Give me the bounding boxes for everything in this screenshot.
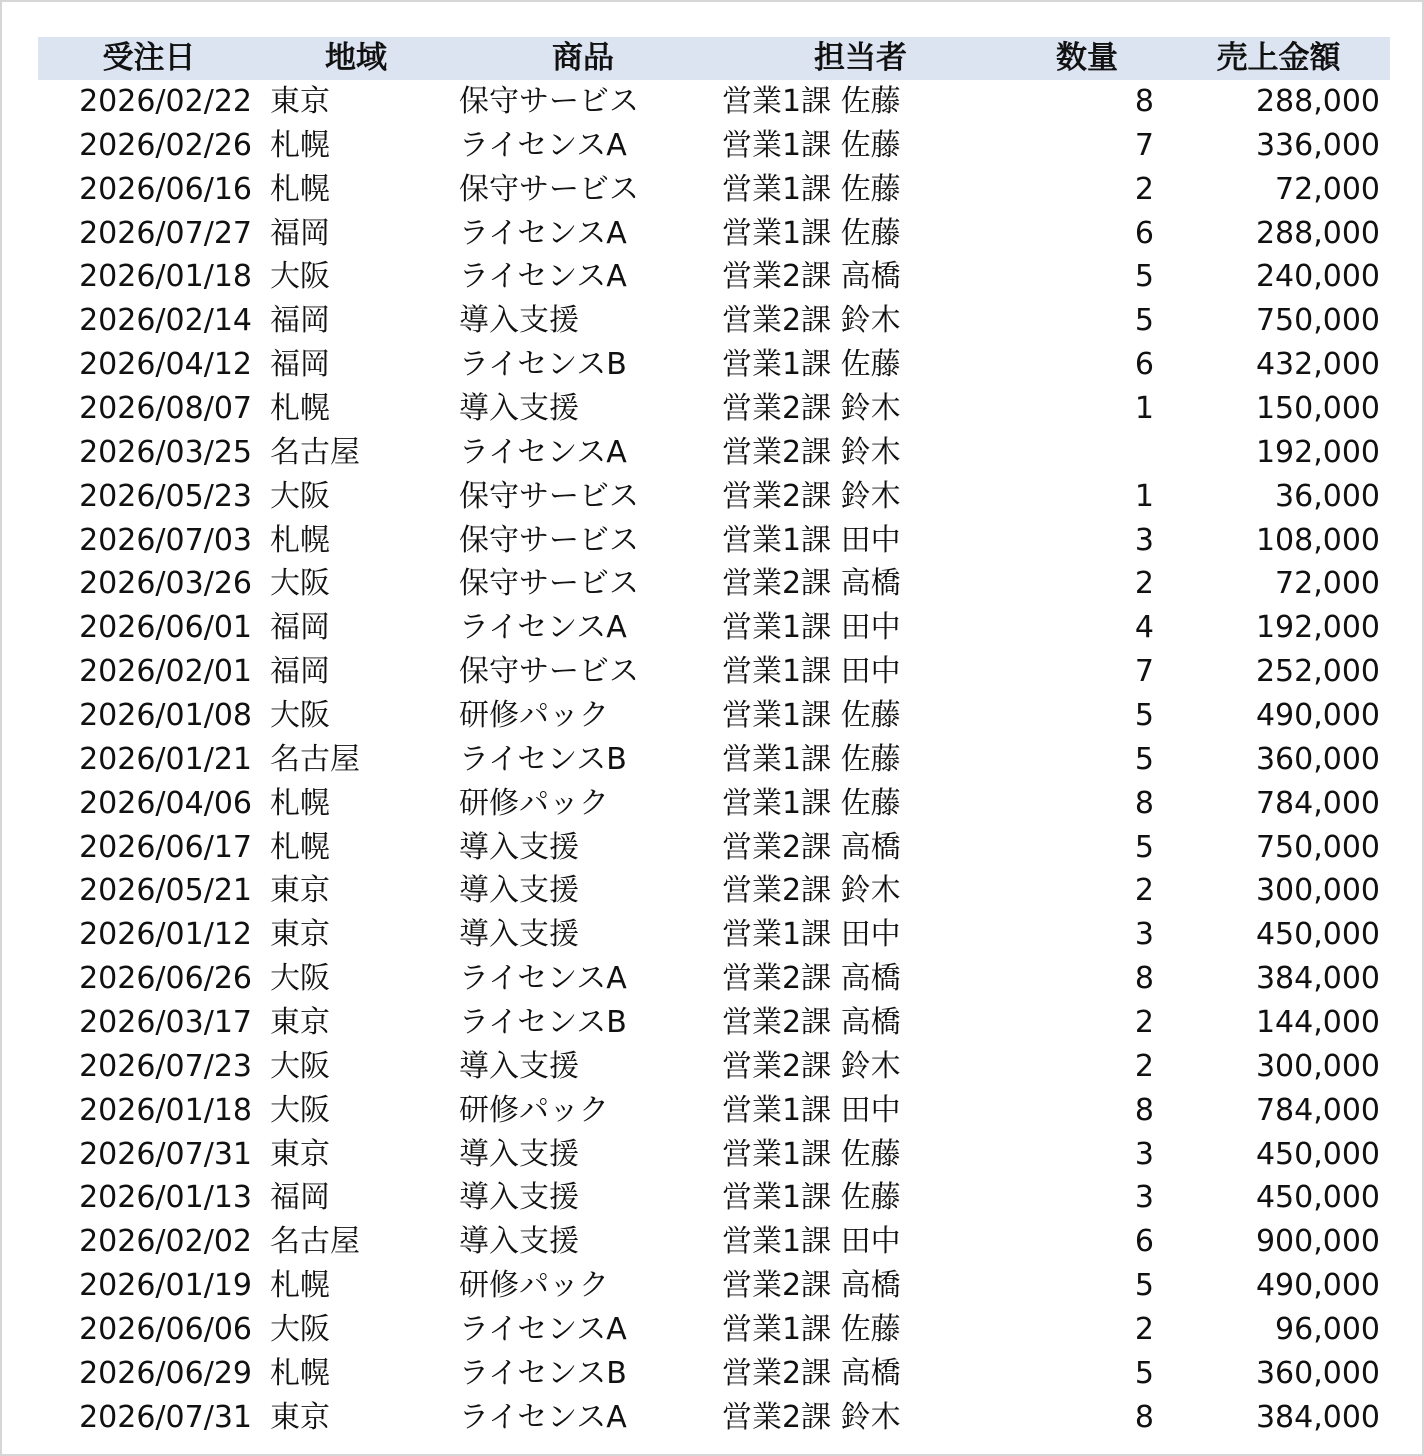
cell-qty[interactable]: 6 bbox=[1134, 215, 1154, 251]
table-row bbox=[38, 475, 1390, 519]
cell-product[interactable]: 導入支援 bbox=[459, 917, 579, 953]
table-row bbox=[38, 1089, 1390, 1133]
cell-qty[interactable]: 8 bbox=[1134, 84, 1154, 119]
table-row bbox=[38, 1133, 1390, 1177]
cell-region[interactable]: 札幌 bbox=[270, 785, 330, 821]
table-row bbox=[38, 957, 1390, 1001]
cell-rep[interactable]: 営業2課 高橋 bbox=[722, 1355, 901, 1391]
cell-qty[interactable]: 2 bbox=[1134, 1005, 1154, 1041]
cell-qty[interactable]: 5 bbox=[1134, 1355, 1154, 1391]
cell-rep[interactable]: 営業1課 田中 bbox=[722, 610, 901, 646]
cell-region[interactable]: 福岡 bbox=[270, 347, 330, 383]
cell-region[interactable]: 大阪 bbox=[270, 698, 330, 734]
cell-product[interactable]: ライセンスA bbox=[459, 259, 627, 295]
cell-date[interactable]: 2026/07/27 bbox=[79, 215, 252, 251]
cell-product[interactable]: 保守サービス bbox=[459, 478, 639, 514]
cell-rep[interactable]: 営業1課 田中 bbox=[722, 917, 901, 953]
cell-qty[interactable]: 2 bbox=[1134, 566, 1154, 602]
cell-region[interactable]: 大阪 bbox=[270, 566, 330, 602]
cell-region[interactable]: 福岡 bbox=[270, 1180, 330, 1216]
table-row bbox=[38, 431, 1390, 475]
cell-date[interactable]: 2026/06/01 bbox=[79, 610, 252, 646]
cell-rep[interactable]: 営業1課 佐藤 bbox=[722, 741, 901, 777]
cell-qty[interactable]: 5 bbox=[1134, 741, 1154, 777]
cell-region[interactable]: 札幌 bbox=[270, 171, 330, 207]
cell-qty[interactable]: 8 bbox=[1134, 1399, 1154, 1435]
cell-date[interactable]: 2026/05/21 bbox=[79, 873, 252, 909]
cell-sales[interactable]: 432,000 bbox=[1255, 347, 1380, 383]
cell-rep[interactable]: 営業1課 佐藤 bbox=[722, 785, 901, 821]
column-header-date[interactable]: 受注日 bbox=[102, 40, 196, 76]
cell-region[interactable]: 東京 bbox=[270, 873, 330, 909]
cell-rep[interactable]: 営業1課 佐藤 bbox=[722, 171, 901, 207]
cell-date[interactable]: 2026/06/06 bbox=[79, 1312, 252, 1348]
cell-region[interactable]: 名古屋 bbox=[270, 741, 360, 777]
cell-sales[interactable]: 288,000 bbox=[1255, 215, 1380, 251]
cell-date[interactable]: 2026/01/18 bbox=[79, 1092, 252, 1128]
cell-sales[interactable]: 750,000 bbox=[1255, 303, 1380, 339]
table-row bbox=[38, 1220, 1390, 1264]
cell-sales[interactable]: 96,000 bbox=[1275, 1312, 1380, 1348]
cell-product[interactable]: ライセンスA bbox=[459, 434, 627, 470]
cell-date[interactable]: 2026/06/29 bbox=[79, 1355, 252, 1391]
cell-qty[interactable]: 1 bbox=[1134, 478, 1154, 514]
cell-rep[interactable]: 営業2課 鈴木 bbox=[722, 873, 901, 909]
cell-product[interactable]: 保守サービス bbox=[459, 522, 639, 558]
cell-region[interactable]: 名古屋 bbox=[270, 1224, 360, 1260]
table-row bbox=[38, 168, 1390, 212]
cell-sales[interactable]: 300,000 bbox=[1255, 1048, 1380, 1084]
cell-product[interactable]: ライセンスA bbox=[459, 610, 627, 646]
cell-rep[interactable]: 営業2課 高橋 bbox=[722, 566, 901, 602]
cell-region[interactable]: 大阪 bbox=[270, 478, 330, 514]
cell-sales[interactable]: 240,000 bbox=[1255, 259, 1380, 295]
cell-sales[interactable]: 144,000 bbox=[1255, 1005, 1380, 1041]
cell-rep[interactable]: 営業1課 佐藤 bbox=[722, 698, 901, 734]
cell-sales[interactable]: 900,000 bbox=[1255, 1224, 1380, 1260]
cell-date[interactable]: 2026/03/25 bbox=[79, 434, 252, 470]
table-row bbox=[38, 650, 1390, 694]
table-row bbox=[38, 1176, 1390, 1220]
cell-qty[interactable]: 3 bbox=[1134, 522, 1154, 558]
cell-qty[interactable]: 3 bbox=[1134, 917, 1154, 953]
cell-qty[interactable]: 6 bbox=[1134, 1224, 1154, 1260]
cell-sales[interactable]: 108,000 bbox=[1255, 522, 1380, 558]
column-header-qty[interactable]: 数量 bbox=[1056, 40, 1118, 76]
cell-rep[interactable]: 営業2課 鈴木 bbox=[722, 1048, 901, 1084]
cell-rep[interactable]: 営業1課 佐藤 bbox=[722, 347, 901, 383]
cell-date[interactable]: 2026/08/07 bbox=[79, 391, 252, 427]
cell-product[interactable]: 保守サービス bbox=[459, 566, 639, 602]
cell-sales[interactable]: 384,000 bbox=[1255, 1399, 1380, 1435]
cell-product[interactable]: ライセンスA bbox=[459, 215, 627, 251]
cell-rep[interactable]: 営業1課 佐藤 bbox=[722, 127, 901, 163]
cell-product[interactable]: 導入支援 bbox=[459, 873, 579, 909]
cell-region[interactable]: 東京 bbox=[270, 84, 330, 119]
cell-rep[interactable]: 営業1課 佐藤 bbox=[722, 215, 901, 251]
cell-region[interactable]: 大阪 bbox=[270, 1092, 330, 1128]
cell-product[interactable]: 保守サービス bbox=[459, 171, 639, 207]
cell-rep[interactable]: 営業2課 鈴木 bbox=[722, 1399, 901, 1435]
cell-product[interactable]: 導入支援 bbox=[459, 391, 579, 427]
cell-date[interactable]: 2026/06/17 bbox=[79, 829, 252, 865]
cell-product[interactable]: 導入支援 bbox=[459, 1048, 579, 1084]
cell-qty[interactable]: 5 bbox=[1134, 259, 1154, 295]
table-row bbox=[38, 1308, 1390, 1352]
cell-region[interactable]: 大阪 bbox=[270, 1048, 330, 1084]
cell-qty[interactable] bbox=[1007, 431, 1167, 475]
table-body bbox=[38, 80, 1390, 1440]
cell-sales[interactable]: 252,000 bbox=[1255, 654, 1380, 690]
cell-qty[interactable]: 7 bbox=[1134, 127, 1154, 163]
cell-qty[interactable]: 5 bbox=[1134, 303, 1154, 339]
cell-region[interactable]: 札幌 bbox=[270, 391, 330, 427]
table-header-row bbox=[38, 37, 1390, 80]
table-row bbox=[38, 212, 1390, 256]
cell-region[interactable]: 福岡 bbox=[270, 303, 330, 339]
cell-date[interactable]: 2026/07/23 bbox=[79, 1048, 252, 1084]
cell-sales[interactable]: 490,000 bbox=[1255, 1268, 1380, 1304]
table-row bbox=[38, 1264, 1390, 1308]
cell-product[interactable]: ライセンスB bbox=[459, 347, 627, 383]
cell-sales[interactable]: 150,000 bbox=[1255, 391, 1380, 427]
cell-rep[interactable]: 営業1課 佐藤 bbox=[722, 1312, 901, 1348]
table-row bbox=[38, 869, 1390, 913]
cell-qty[interactable]: 2 bbox=[1134, 873, 1154, 909]
cell-date[interactable]: 2026/07/31 bbox=[79, 1399, 252, 1435]
cell-region[interactable]: 東京 bbox=[270, 1399, 330, 1435]
column-header-region[interactable]: 地域 bbox=[325, 40, 387, 76]
cell-region[interactable]: 名古屋 bbox=[270, 434, 360, 470]
cell-qty[interactable]: 2 bbox=[1134, 171, 1154, 207]
cell-rep[interactable]: 営業1課 田中 bbox=[722, 654, 901, 690]
table-row bbox=[38, 519, 1390, 563]
cell-region[interactable]: 札幌 bbox=[270, 1355, 330, 1391]
cell-date[interactable]: 2026/01/19 bbox=[79, 1268, 252, 1304]
table-row bbox=[38, 826, 1390, 870]
cell-product[interactable]: 保守サービス bbox=[459, 654, 639, 690]
cell-sales[interactable]: 750,000 bbox=[1255, 829, 1380, 865]
cell-date[interactable]: 2026/02/14 bbox=[79, 303, 252, 339]
cell-region[interactable]: 福岡 bbox=[270, 654, 330, 690]
cell-rep[interactable]: 営業2課 高橋 bbox=[722, 1268, 901, 1304]
table-row bbox=[38, 913, 1390, 957]
table-row bbox=[38, 1045, 1390, 1089]
cell-date[interactable]: 2026/01/12 bbox=[79, 917, 252, 953]
cell-date[interactable]: 2026/01/21 bbox=[79, 741, 252, 777]
cell-region[interactable]: 大阪 bbox=[270, 259, 330, 295]
cell-date[interactable]: 2026/06/26 bbox=[79, 961, 252, 997]
cell-date[interactable]: 2026/03/26 bbox=[79, 566, 252, 602]
cell-qty[interactable]: 3 bbox=[1134, 1136, 1154, 1172]
cell-rep[interactable]: 営業1課 佐藤 bbox=[722, 1136, 901, 1172]
cell-date[interactable]: 2026/01/08 bbox=[79, 698, 252, 734]
cell-rep[interactable]: 営業2課 鈴木 bbox=[722, 303, 901, 339]
cell-region[interactable]: 札幌 bbox=[270, 127, 330, 163]
cell-product[interactable]: 導入支援 bbox=[459, 1180, 579, 1216]
cell-date[interactable]: 2026/07/03 bbox=[79, 522, 252, 558]
table-row bbox=[38, 1352, 1390, 1396]
cell-rep[interactable]: 営業1課 田中 bbox=[722, 1092, 901, 1128]
cell-region[interactable]: 札幌 bbox=[270, 522, 330, 558]
cell-date[interactable]: 2026/02/02 bbox=[79, 1224, 252, 1260]
cell-sales[interactable]: 450,000 bbox=[1255, 917, 1380, 953]
cell-date[interactable]: 2026/06/16 bbox=[79, 171, 252, 207]
sales-table bbox=[38, 37, 1390, 1440]
cell-sales[interactable]: 72,000 bbox=[1275, 171, 1380, 207]
cell-qty[interactable]: 2 bbox=[1134, 1048, 1154, 1084]
cell-date[interactable]: 2026/01/13 bbox=[79, 1180, 252, 1216]
cell-sales[interactable]: 300,000 bbox=[1255, 873, 1380, 909]
cell-product[interactable]: ライセンスB bbox=[459, 1355, 627, 1391]
cell-date[interactable]: 2026/07/31 bbox=[79, 1136, 252, 1172]
cell-sales[interactable]: 450,000 bbox=[1255, 1136, 1380, 1172]
cell-rep[interactable]: 営業1課 佐藤 bbox=[722, 1180, 901, 1216]
table-row bbox=[38, 606, 1390, 650]
cell-product[interactable]: 研修パック bbox=[459, 785, 609, 821]
cell-region[interactable]: 東京 bbox=[270, 917, 330, 953]
cell-date[interactable]: 2026/04/06 bbox=[79, 785, 252, 821]
cell-rep[interactable]: 営業2課 高橋 bbox=[722, 1005, 901, 1041]
cell-region[interactable]: 札幌 bbox=[270, 1268, 330, 1304]
cell-product[interactable]: ライセンスA bbox=[459, 127, 627, 163]
table-row bbox=[38, 124, 1390, 168]
cell-qty[interactable]: 1 bbox=[1134, 391, 1154, 427]
cell-product[interactable]: ライセンスA bbox=[459, 1312, 627, 1348]
cell-sales[interactable]: 450,000 bbox=[1255, 1180, 1380, 1216]
cell-region[interactable]: 東京 bbox=[270, 1005, 330, 1041]
cell-qty[interactable]: 8 bbox=[1134, 1092, 1154, 1128]
cell-sales[interactable]: 36,000 bbox=[1275, 478, 1380, 514]
cell-sales[interactable]: 336,000 bbox=[1255, 127, 1380, 163]
cell-region[interactable]: 東京 bbox=[270, 1136, 330, 1172]
cell-region[interactable]: 福岡 bbox=[270, 610, 330, 646]
table-row bbox=[38, 738, 1390, 782]
cell-region[interactable]: 大阪 bbox=[270, 961, 330, 997]
cell-sales[interactable]: 192,000 bbox=[1255, 434, 1380, 470]
cell-product[interactable]: ライセンスA bbox=[459, 961, 627, 997]
cell-sales[interactable]: 360,000 bbox=[1255, 741, 1380, 777]
table-row bbox=[38, 387, 1390, 431]
cell-qty[interactable]: 5 bbox=[1134, 829, 1154, 865]
cell-date[interactable]: 2026/03/17 bbox=[79, 1005, 252, 1041]
cell-product[interactable]: ライセンスA bbox=[459, 1399, 627, 1435]
cell-qty[interactable]: 7 bbox=[1134, 654, 1154, 690]
cell-date[interactable]: 2026/04/12 bbox=[79, 347, 252, 383]
cell-product[interactable]: ライセンスB bbox=[459, 741, 627, 777]
table-row bbox=[38, 782, 1390, 826]
table-row bbox=[38, 255, 1390, 299]
cell-product[interactable]: 保守サービス bbox=[459, 84, 639, 119]
cell-sales[interactable]: 360,000 bbox=[1255, 1355, 1380, 1391]
cell-qty[interactable]: 5 bbox=[1134, 698, 1154, 734]
cell-product[interactable]: 導入支援 bbox=[459, 1136, 579, 1172]
cell-product[interactable]: 導入支援 bbox=[459, 303, 579, 339]
cell-qty[interactable]: 8 bbox=[1134, 961, 1154, 997]
cell-qty[interactable]: 2 bbox=[1134, 1312, 1154, 1348]
cell-rep[interactable]: 営業2課 鈴木 bbox=[722, 391, 901, 427]
cell-product[interactable]: 導入支援 bbox=[459, 829, 579, 865]
cell-product[interactable]: 研修パック bbox=[459, 1268, 609, 1304]
cell-date[interactable]: 2026/02/01 bbox=[79, 654, 252, 690]
cell-sales[interactable]: 784,000 bbox=[1255, 785, 1380, 821]
column-header-product[interactable]: 商品 bbox=[552, 40, 614, 76]
cell-qty[interactable]: 4 bbox=[1134, 610, 1154, 646]
cell-sales[interactable]: 192,000 bbox=[1255, 610, 1380, 646]
column-header-rep[interactable]: 担当者 bbox=[814, 40, 907, 76]
cell-rep[interactable]: 営業2課 高橋 bbox=[722, 961, 901, 997]
cell-rep[interactable]: 営業2課 鈴木 bbox=[722, 434, 901, 470]
cell-rep[interactable]: 営業1課 田中 bbox=[722, 522, 901, 558]
cell-sales[interactable]: 784,000 bbox=[1255, 1092, 1380, 1128]
cell-rep[interactable]: 営業1課 田中 bbox=[722, 1224, 901, 1260]
cell-region[interactable]: 福岡 bbox=[270, 215, 330, 251]
cell-date[interactable]: 2026/05/23 bbox=[79, 478, 252, 514]
cell-rep[interactable]: 営業2課 高橋 bbox=[722, 259, 901, 295]
cell-date[interactable]: 2026/02/26 bbox=[79, 127, 252, 163]
table-row bbox=[38, 80, 1390, 124]
table-row bbox=[38, 299, 1390, 343]
cell-qty[interactable]: 3 bbox=[1134, 1180, 1154, 1216]
table-row bbox=[38, 343, 1390, 387]
table-row bbox=[38, 562, 1390, 606]
cell-sales[interactable]: 72,000 bbox=[1275, 566, 1380, 602]
column-header-sales[interactable]: 売上金額 bbox=[1216, 40, 1341, 76]
cell-qty[interactable]: 5 bbox=[1134, 1268, 1154, 1304]
cell-region[interactable]: 大阪 bbox=[270, 1312, 330, 1348]
cell-sales[interactable]: 288,000 bbox=[1255, 84, 1380, 119]
cell-region[interactable]: 札幌 bbox=[270, 829, 330, 865]
cell-product[interactable]: 導入支援 bbox=[459, 1224, 579, 1260]
cell-rep[interactable]: 営業1課 佐藤 bbox=[722, 84, 901, 119]
cell-qty[interactable]: 6 bbox=[1134, 347, 1154, 383]
cell-qty[interactable]: 8 bbox=[1134, 785, 1154, 821]
cell-sales[interactable]: 490,000 bbox=[1255, 698, 1380, 734]
cell-rep[interactable]: 営業2課 鈴木 bbox=[722, 478, 901, 514]
table-row bbox=[38, 1396, 1390, 1440]
cell-rep[interactable]: 営業2課 高橋 bbox=[722, 829, 901, 865]
cell-product[interactable]: 研修パック bbox=[459, 698, 609, 734]
cell-product[interactable]: ライセンスB bbox=[459, 1005, 627, 1041]
cell-sales[interactable]: 384,000 bbox=[1255, 961, 1380, 997]
table-row bbox=[38, 694, 1390, 738]
cell-date[interactable]: 2026/02/22 bbox=[79, 84, 252, 119]
cell-date[interactable]: 2026/01/18 bbox=[79, 259, 252, 295]
table-row bbox=[38, 1001, 1390, 1045]
cell-product[interactable]: 研修パック bbox=[459, 1092, 609, 1128]
